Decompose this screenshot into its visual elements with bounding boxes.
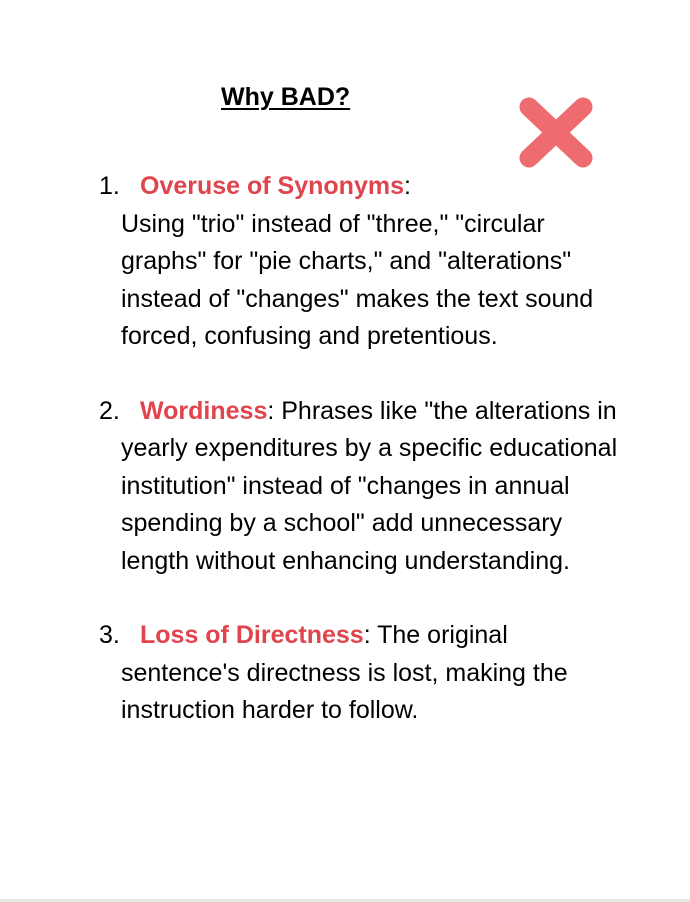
item-body (121, 393, 619, 581)
item-text: Using "trio" instead of "three," "circular graphs" for "pie charts," and "alterations" instead of "changes" makes the text sound forced, confusing and pretentious. (121, 209, 594, 350)
item-number: 3. (99, 621, 120, 649)
list-item-wordiness (99, 393, 619, 581)
list-item-loss-of-directness (99, 617, 619, 730)
item-number: 2. (99, 396, 120, 425)
item-separator: : (403, 172, 411, 200)
item-separator: : (267, 396, 275, 425)
item-heading: Loss of Directness (140, 621, 364, 649)
item-text: The original sentence's directness is lost, making the instruction harder to follow. (121, 621, 568, 724)
item-body (121, 617, 619, 730)
item-text: Phrases like "the alterations in yearly expenditures by a specific educational institution" instead of "changes in annual spending by a school" add unnecessary length without enhancing understanding. (121, 396, 618, 575)
red-x-icon (517, 95, 595, 170)
item-number: 1. (99, 172, 120, 200)
item-body (121, 168, 619, 356)
page-title: Why BAD? (221, 83, 351, 111)
item-heading: Overuse of Synonyms (140, 172, 404, 200)
item-separator: : (363, 621, 371, 649)
list-item-overuse-of-synonyms (99, 168, 619, 356)
reasons-list (99, 168, 619, 730)
item-heading: Wordiness (140, 396, 268, 425)
